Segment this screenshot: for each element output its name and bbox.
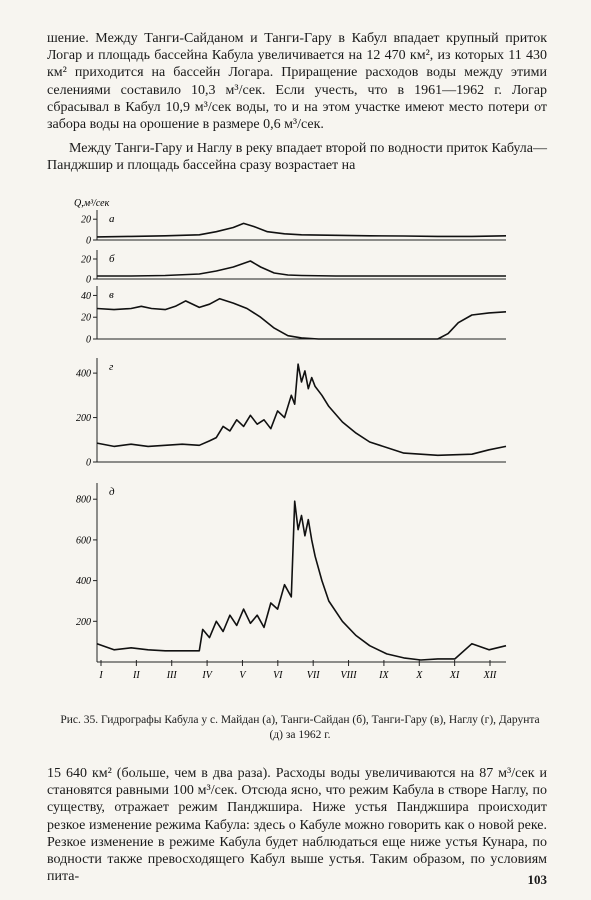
paragraph-mid: Между Танги-Гару и Наглу в реку впадает второй по водности приток Кабула—Панджшир и площадь бассейна сразу возрастает на	[47, 141, 547, 174]
month-label: I	[99, 670, 103, 681]
y-tick-label: 200	[76, 413, 91, 425]
y-tick-label: 20	[81, 214, 91, 226]
y-tick-label: 20	[81, 312, 91, 324]
series-line	[97, 223, 506, 237]
month-label: XI	[449, 670, 460, 681]
month-label: II	[133, 670, 140, 681]
y-tick-label: 40	[81, 290, 91, 302]
panel-label: г	[109, 361, 114, 373]
y-tick-label: 0	[86, 274, 91, 286]
paragraph-bottom: 15 640 км² (больше, чем в два раза). Расходы воды увеличиваются на 87 м³/сек и становятся равными 100 м³/сек. Отсюда ясно, что режим Кабула в створе Наглу, по существу, отражает режим Панджшира. Ниже устья Панджшира происходит резкое изменение режима Кабула: здесь о Кабуле можно говорить как о новой реке. Резкое изменение в режиме Кабула будет наблюдаться еще ниже устья Кунара, по водности также превосходящего Кабул выше устья. Таким образом, по условиям пита-	[47, 766, 547, 885]
hydrograph-figure	[60, 192, 510, 698]
y-tick-label: 200	[76, 616, 91, 628]
y-tick-label: 400	[76, 368, 91, 380]
panel-label: а	[109, 213, 115, 225]
y-tick-label: 600	[76, 535, 91, 547]
y-axis-label: Q,м³/сек	[74, 198, 110, 209]
series-line	[97, 299, 506, 339]
month-label: VIII	[340, 670, 357, 681]
series-line	[97, 501, 506, 660]
panel-label: д	[109, 486, 115, 498]
y-tick-label: 0	[86, 457, 91, 469]
month-label: VI	[273, 670, 283, 681]
month-label: V	[239, 670, 246, 681]
page-number: 103	[527, 872, 547, 887]
series-line	[97, 364, 506, 455]
y-tick-label: 0	[86, 334, 91, 346]
y-tick-label: 400	[76, 576, 91, 588]
series-line	[97, 261, 506, 276]
month-label: VII	[306, 670, 320, 681]
panel-label: в	[109, 289, 114, 301]
month-label: IX	[379, 670, 389, 681]
panel-label: б	[109, 253, 115, 265]
month-label: XII	[483, 670, 497, 681]
month-label: X	[416, 670, 423, 681]
y-tick-label: 800	[76, 494, 91, 506]
y-tick-label: 20	[81, 254, 91, 266]
month-label: III	[166, 670, 177, 681]
figure-caption: Рис. 35. Гидрографы Кабула у с. Майдан (а), Танги-Сайдан (б), Танги-Гару (в), Наглу (г), Дарунта (д) за 1962 г.	[60, 714, 540, 741]
month-label: IV	[202, 670, 212, 681]
y-tick-label: 0	[86, 235, 91, 247]
paragraph-top: шение. Между Танги-Сайданом и Танги-Гару в Кабул впадает крупный приток Логар и площадь бассейна Кабула увеличивается на 12 470 км², из которых 11 430 км² приходится на бассейн Логара. Приращение расходов воды между этими селениями составило 10,3 м³/сек. Если учесть, что в 1961—1962 г. Логар сбрасывал в Кабул 10,9 м³/сек воды, то и на этом участке имеют место потери от забора воды на орошение в размере 0,6 м³/сек.	[47, 31, 547, 133]
